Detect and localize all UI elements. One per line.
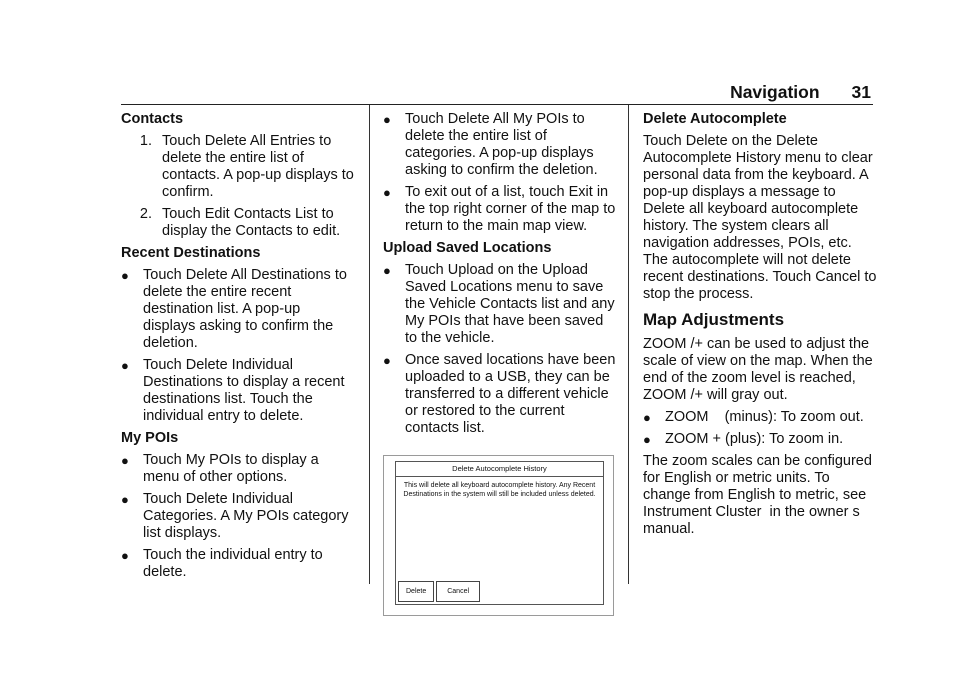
delete-button[interactable]: Delete bbox=[398, 581, 434, 602]
item-text: ZOOM (minus): To zoom out. bbox=[665, 409, 864, 425]
bullet-icon: ● bbox=[383, 263, 391, 278]
numbered-item bbox=[121, 133, 356, 201]
item-number: 2. bbox=[139, 206, 152, 222]
contacts-heading: Contacts bbox=[121, 111, 184, 127]
item-text: Touch Delete All Entries to delete the entire list of contacts. A pop-up displays to confirm. bbox=[162, 133, 354, 200]
bullet-item bbox=[121, 357, 356, 425]
column-1 bbox=[121, 111, 356, 586]
bullet-item bbox=[383, 352, 618, 437]
bullet-item bbox=[383, 184, 618, 235]
bullet-icon: ● bbox=[383, 353, 391, 368]
header-divider bbox=[121, 104, 873, 105]
item-text: To exit out of a list, touch Exit in the top right corner of the map to return to the main map view. bbox=[405, 184, 616, 234]
delete-autocomplete-dialog bbox=[395, 461, 604, 605]
item-text: Once saved locations have been uploaded to a USB, they can be transferred to a different vehicle or restored to the current contacts list. bbox=[405, 352, 616, 436]
item-text: Touch Delete Individual Destinations to display a recent destinations list. Touch the individual entry to delete. bbox=[143, 357, 345, 424]
bullet-icon: ● bbox=[121, 453, 129, 468]
column-3 bbox=[643, 111, 879, 543]
bullet-icon: ● bbox=[383, 185, 391, 200]
zoom-scales-paragraph: The zoom scales can be configured for English or metric units. To change from English to metric, see Instrument Cluster in the owner s manual. bbox=[643, 453, 876, 537]
upload-saved-locations-heading: Upload Saved Locations bbox=[383, 240, 552, 256]
bullet-item bbox=[121, 267, 356, 352]
item-text: Touch Edit Contacts List to display the Contacts to edit. bbox=[162, 206, 341, 239]
page-header bbox=[730, 82, 871, 103]
autocomplete-paragraph: Touch Delete on the Delete Autocomplete History menu to clear personal data from the keyboard. A pop-up displays a message to Delete all keyboard autocomplete history. The system clears all navigation addresses, POIs, etc. The autocomplete will not delete recent destinations. Touch Cancel to stop the process. bbox=[643, 133, 877, 302]
zoom-paragraph: ZOOM /+ can be used to adjust the scale of view on the map. When the end of the zoom level is reached, ZOOM /+ will gray out. bbox=[643, 336, 873, 403]
delete-autocomplete-heading: Delete Autocomplete bbox=[643, 111, 787, 127]
item-text: Touch Delete Individual Categories. A My POIs category list displays. bbox=[143, 491, 349, 541]
my-pois-heading: My POIs bbox=[121, 430, 179, 446]
bullet-icon: ● bbox=[643, 410, 651, 425]
dialog-message: This will delete all keyboard autocomplete history. Any Recent Destinations in the system will still be included unless deleted. bbox=[403, 482, 596, 498]
dialog-title: Delete Autocomplete History bbox=[452, 464, 547, 473]
cancel-button[interactable]: Cancel bbox=[436, 581, 480, 602]
item-text: Touch Delete All My POIs to delete the entire list of categories. A pop-up displays asking to confirm the deletion. bbox=[405, 111, 598, 178]
bullet-icon: ● bbox=[121, 492, 129, 507]
bullet-icon: ● bbox=[121, 548, 129, 563]
bullet-item bbox=[643, 409, 879, 426]
page-number: 31 bbox=[851, 82, 871, 102]
item-text: Touch My POIs to display a menu of other options. bbox=[143, 452, 319, 485]
section-title: Navigation bbox=[730, 82, 820, 102]
map-adjustments-heading: Map Adjustments bbox=[643, 310, 785, 329]
screen-illustration bbox=[383, 455, 614, 616]
bullet-icon: ● bbox=[383, 112, 391, 127]
bullet-item bbox=[383, 262, 618, 347]
item-text: Touch Upload on the Upload Saved Locations menu to save the Vehicle Contacts list and any My POIs that have been saved to the vehicle. bbox=[405, 262, 615, 346]
dialog-buttons bbox=[398, 581, 482, 602]
column-divider bbox=[628, 105, 629, 584]
item-number: 1. bbox=[139, 133, 152, 149]
numbered-item bbox=[121, 206, 356, 240]
column-divider bbox=[369, 105, 370, 584]
dialog-divider bbox=[396, 476, 603, 477]
bullet-item bbox=[121, 547, 356, 581]
recent-destinations-heading: Recent Destinations bbox=[121, 245, 261, 261]
bullet-item bbox=[121, 452, 356, 486]
item-text: Touch Delete All Destinations to delete the entire recent destination list. A pop-up displays asking to confirm the deletion. bbox=[143, 267, 347, 351]
bullet-icon: ● bbox=[121, 358, 129, 373]
column-2 bbox=[383, 111, 618, 616]
bullet-icon: ● bbox=[121, 268, 129, 283]
bullet-item bbox=[643, 431, 879, 448]
bullet-icon: ● bbox=[643, 432, 651, 447]
bullet-item bbox=[383, 111, 618, 179]
item-text: Touch the individual entry to delete. bbox=[143, 547, 323, 580]
bullet-item bbox=[121, 491, 356, 542]
item-text: ZOOM + (plus): To zoom in. bbox=[665, 431, 844, 447]
